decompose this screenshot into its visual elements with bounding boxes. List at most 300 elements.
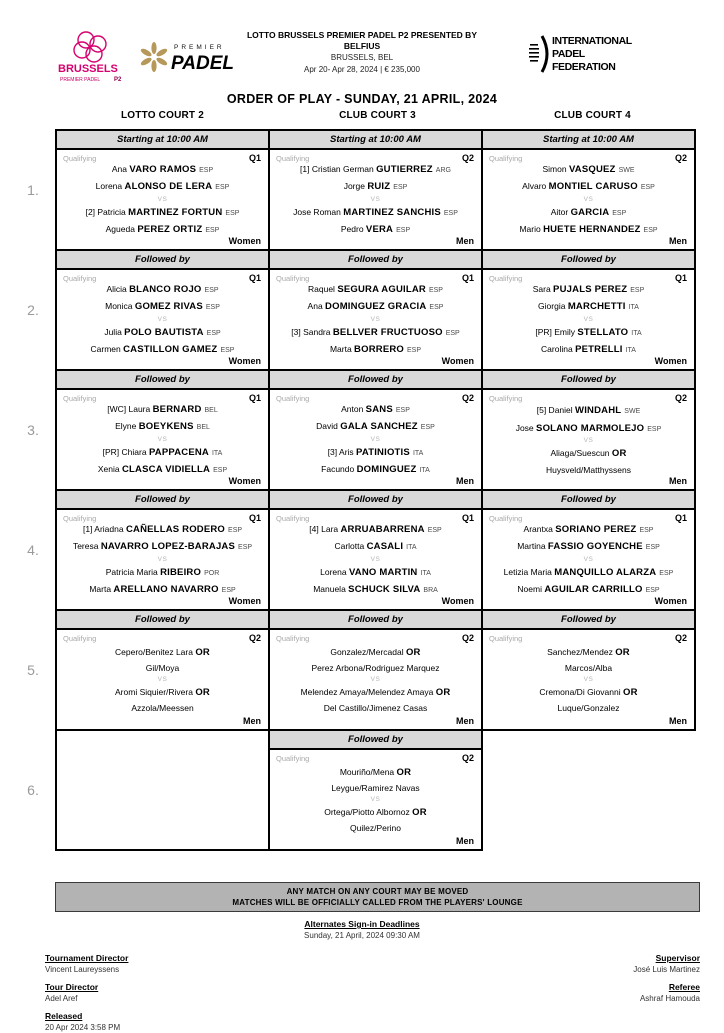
player-surname: PEREZ ORTIZ xyxy=(137,224,203,235)
match-cell xyxy=(481,369,696,491)
match-area xyxy=(483,510,694,609)
player-firstname: Gonzalez/Mercadal xyxy=(330,646,406,657)
row-number: 2. xyxy=(27,302,39,318)
player-firstname: [1] Cristian German xyxy=(300,163,377,174)
match-area xyxy=(270,750,481,849)
ipf-text-line2: PADEL xyxy=(552,48,585,60)
empty-match-cell xyxy=(55,729,270,851)
court-header-lotto-court-2: LOTTO COURT 2 xyxy=(121,110,204,121)
player-firstname: Azzola/Meessen xyxy=(131,703,194,713)
player-line xyxy=(334,538,416,556)
alternates-block xyxy=(0,918,724,942)
player-surname: BERNARD xyxy=(152,403,202,415)
player-surname: RIBEIRO xyxy=(160,566,202,578)
player-surname: AGUILAR CARRILLO xyxy=(544,584,643,595)
schedule-band-label: Followed by xyxy=(270,371,481,390)
player-surname: PUJALS PEREZ xyxy=(553,283,628,295)
player-line xyxy=(301,684,451,701)
schedule-band-label: Starting at 10:00 AM xyxy=(270,131,481,150)
gender-label: Men xyxy=(456,716,474,726)
match-code: Q2 xyxy=(674,393,687,403)
player-surname: WINDAHL xyxy=(575,405,622,416)
player-line xyxy=(519,221,657,239)
player-surname: OR xyxy=(195,686,210,698)
vs-label: VS xyxy=(157,435,168,443)
player-surname: MANQUILLO ALARZA xyxy=(554,566,657,578)
player-country: ITA xyxy=(406,544,417,551)
player-surname: SEGURA AGUILAR xyxy=(337,283,426,295)
player-line xyxy=(344,178,408,196)
player-line xyxy=(107,401,218,419)
match-code: Q1 xyxy=(674,513,687,523)
player-country: ESP xyxy=(443,209,458,217)
player-surname: STELLATO xyxy=(577,326,629,338)
vs-label: VS xyxy=(157,315,168,323)
player-firstname: Leygue/Ramirez Navas xyxy=(331,783,420,793)
player-line xyxy=(504,564,674,582)
schedule-band-label: Followed by xyxy=(270,491,481,510)
match-area xyxy=(57,270,268,369)
match-cell xyxy=(55,369,270,491)
player-firstname: Julia xyxy=(104,326,125,337)
player-line xyxy=(533,281,645,299)
player-firstname: Del Castillo/Jimenez Casas xyxy=(323,703,428,713)
vs-label: VS xyxy=(583,437,594,444)
player-line xyxy=(541,341,636,359)
row-number: 6. xyxy=(27,782,39,798)
player-line xyxy=(565,660,612,676)
round-label: Qualifying xyxy=(63,634,97,643)
player-surname: ARRUABARRENA xyxy=(340,523,425,535)
team-lines xyxy=(272,161,479,238)
round-label: Qualifying xyxy=(276,754,310,763)
player-firstname: Quilez/Perino xyxy=(349,823,402,833)
player-firstname: Carlotta xyxy=(334,541,367,551)
ipf-text-line3: FEDERATION xyxy=(552,61,616,73)
player-country: ESP xyxy=(213,467,228,474)
player-firstname: Mario xyxy=(519,224,544,234)
player-firstname: [1] Ariadna xyxy=(82,523,126,534)
player-country: BEL xyxy=(196,424,210,431)
match-area xyxy=(270,270,481,369)
player-firstname: Sara xyxy=(532,283,554,294)
gender-label: Men xyxy=(669,716,687,726)
player-country: ESP xyxy=(238,544,253,551)
match-code: Q2 xyxy=(461,633,474,643)
player-line xyxy=(341,401,410,419)
player-surname: OR xyxy=(622,686,638,698)
match-cell xyxy=(268,249,483,371)
player-surname: RUIZ xyxy=(367,181,391,192)
vs-label: VS xyxy=(370,435,381,443)
table-row xyxy=(55,369,700,491)
player-country: ESP xyxy=(659,569,674,577)
player-surname: GOMEZ RIVAS xyxy=(134,301,203,312)
player-line xyxy=(104,324,220,342)
player-line xyxy=(550,445,626,462)
event-title-line2: BELFIUS xyxy=(343,41,381,51)
official-name: Vincent Laureyssens xyxy=(45,965,120,974)
player-surname: NAVARRO LOPEZ-BARAJAS xyxy=(100,541,236,552)
alternates-heading: Alternates Sign-in Deadlines xyxy=(304,919,420,929)
player-firstname: Jorge xyxy=(343,181,368,191)
player-country: ITA xyxy=(625,347,636,354)
player-line xyxy=(350,820,401,836)
player-country: BRA xyxy=(423,587,438,594)
player-surname: OR xyxy=(195,646,210,658)
vs-label: VS xyxy=(370,795,381,803)
match-code: Q2 xyxy=(461,753,474,763)
player-firstname: Anton xyxy=(341,403,366,414)
row-number: 3. xyxy=(27,422,39,438)
player-firstname: Sanchez/Mendez xyxy=(547,646,616,657)
gender-label: Women xyxy=(654,356,687,366)
team-lines xyxy=(272,281,479,358)
match-cell xyxy=(55,609,270,731)
player-country: ESP xyxy=(647,425,662,433)
match-cell xyxy=(268,369,483,491)
team-lines xyxy=(485,401,692,478)
event-dates-prize: Apr 20- Apr 28, 2024 | € 235,000 xyxy=(304,65,420,74)
round-label: Qualifying xyxy=(489,274,523,283)
player-firstname: [5] Daniel xyxy=(536,405,576,415)
team-lines xyxy=(59,281,266,358)
round-label: Qualifying xyxy=(63,394,97,403)
court-header-club-court-3: CLUB COURT 3 xyxy=(339,110,416,121)
match-cell xyxy=(55,129,270,251)
player-firstname: Jose xyxy=(515,422,537,433)
vs-label: VS xyxy=(583,555,594,563)
player-line xyxy=(328,444,424,462)
player-country: ESP xyxy=(393,184,408,191)
player-surname: HUETE HERNANDEZ xyxy=(543,224,641,235)
player-country: ESP xyxy=(221,587,236,594)
player-surname: BOEYKENS xyxy=(138,421,194,432)
player-line xyxy=(330,644,420,661)
player-line xyxy=(291,324,459,342)
match-area xyxy=(483,150,694,249)
player-country: ESP xyxy=(420,424,435,431)
vs-label: VS xyxy=(370,315,381,323)
gender-label: Men xyxy=(243,716,261,726)
player-country: SWE xyxy=(624,408,641,415)
schedule-band-label: Followed by xyxy=(270,251,481,270)
gender-label: Women xyxy=(228,596,261,606)
match-code: Q1 xyxy=(248,393,261,403)
team-lines xyxy=(59,641,266,718)
premier-label: PREMIER xyxy=(174,44,225,51)
player-line xyxy=(542,161,634,179)
player-surname: BELLVER FRUCTUOSO xyxy=(332,326,443,338)
row-number: 4. xyxy=(27,542,39,558)
player-surname: ARELLANO NAVARRO xyxy=(113,584,219,595)
player-line xyxy=(551,204,627,222)
empty-area xyxy=(481,729,696,851)
padel-label: PADEL xyxy=(171,53,234,74)
player-surname: OR xyxy=(435,686,451,698)
player-surname: OR xyxy=(611,448,627,459)
player-country: ESP xyxy=(445,329,460,337)
official-label: Released xyxy=(45,1011,83,1021)
player-firstname: [3] Aris xyxy=(327,446,357,457)
player-country: ITA xyxy=(419,467,430,474)
player-firstname: Gil/Moya xyxy=(145,663,180,673)
officials-right xyxy=(633,946,700,1004)
player-firstname: Melendez Amaya/Melendez Amaya xyxy=(300,686,436,697)
player-surname: CASALI xyxy=(366,541,404,552)
player-firstname: Aliaga/Suescun xyxy=(550,448,612,458)
vs-label: VS xyxy=(157,195,168,203)
player-surname: SORIANO PEREZ xyxy=(555,523,637,535)
player-firstname: Elyne xyxy=(115,421,139,431)
court-header-club-court-4: CLUB COURT 4 xyxy=(554,110,631,121)
player-firstname: Xenia xyxy=(97,464,122,474)
vs-label: VS xyxy=(157,555,168,563)
player-surname: OR xyxy=(412,806,427,818)
player-surname: SOLANO MARMOLEJO xyxy=(536,422,645,434)
player-line xyxy=(115,418,210,436)
player-country: ITA xyxy=(420,569,431,577)
official-name: Ashraf Hamouda xyxy=(639,994,700,1003)
gender-label: Men xyxy=(456,476,474,486)
player-surname: GUTIERREZ xyxy=(376,163,433,175)
player-firstname: Cremona/Di Giovanni xyxy=(539,686,623,697)
player-line xyxy=(517,538,660,556)
player-country: ESP xyxy=(215,184,230,191)
player-country: POR xyxy=(204,569,220,577)
row-number: 1. xyxy=(27,182,39,198)
player-firstname: Aitor xyxy=(550,206,571,217)
player-surname: VASQUEZ xyxy=(568,163,616,175)
round-label: Qualifying xyxy=(489,634,523,643)
player-surname: ALONSO DE LERA xyxy=(124,181,213,192)
player-surname: DOMINGUEZ xyxy=(356,464,417,475)
player-country: ESP xyxy=(199,166,214,174)
player-firstname: Letizia Maria xyxy=(503,566,555,577)
ipf-paren-icon xyxy=(542,36,547,72)
vs-label: VS xyxy=(583,195,594,203)
gender-label: Men xyxy=(669,476,687,486)
player-line xyxy=(308,281,443,299)
match-area xyxy=(270,630,481,729)
player-line xyxy=(115,644,210,661)
team-lines xyxy=(59,161,266,238)
match-cell xyxy=(481,609,696,731)
player-line xyxy=(103,444,223,462)
match-area xyxy=(270,150,481,249)
player-line xyxy=(308,298,444,316)
player-country: ESP xyxy=(428,286,443,294)
round-label: Qualifying xyxy=(276,394,310,403)
player-line xyxy=(537,402,641,420)
match-area xyxy=(57,390,268,489)
player-firstname: Lorena xyxy=(320,566,349,577)
player-line xyxy=(324,804,427,821)
premier-padel-flower-icon xyxy=(140,42,168,72)
player-firstname: Giorgia xyxy=(538,301,568,311)
official-name: José Luis Martinez xyxy=(633,965,700,974)
player-firstname: David xyxy=(316,421,341,431)
player-country: ESP xyxy=(204,286,219,294)
notice-banner xyxy=(55,882,700,912)
player-surname: CASTILLON GAMEZ xyxy=(123,344,218,355)
alternates-time: Sunday, 21 April, 2024 09:30 AM xyxy=(304,931,420,940)
player-line xyxy=(330,341,421,359)
player-line xyxy=(131,700,193,716)
player-line xyxy=(547,644,630,661)
match-cell xyxy=(481,489,696,611)
player-firstname: Carolina xyxy=(541,344,576,354)
player-firstname: Ortega/Piotto Albornoz xyxy=(324,806,413,817)
round-label: Qualifying xyxy=(276,514,310,523)
schedule-band-label: Followed by xyxy=(483,371,694,390)
brussels-logo-subtext: PREMIER PADEL xyxy=(60,77,101,83)
player-firstname: Marcos/Alba xyxy=(564,663,613,673)
vs-label: VS xyxy=(157,675,168,683)
match-area xyxy=(483,270,694,369)
team-lines xyxy=(272,761,479,838)
match-cell xyxy=(55,249,270,371)
match-code: Q2 xyxy=(461,393,474,403)
player-country: ESP xyxy=(640,184,655,191)
brussels-logo-badge: P2 xyxy=(114,77,122,83)
team-lines xyxy=(485,521,692,598)
player-line xyxy=(538,298,639,316)
match-code: Q1 xyxy=(461,273,474,283)
player-line xyxy=(105,298,220,316)
official-label: Referee xyxy=(668,982,700,992)
vs-label: VS xyxy=(370,555,381,563)
schedule-band-label: Followed by xyxy=(270,611,481,630)
schedule-band-label: Followed by xyxy=(483,611,694,630)
schedule-band-label: Followed by xyxy=(57,371,268,390)
player-line xyxy=(309,521,441,539)
ipf-text-line1: INTERNATIONAL xyxy=(552,35,632,47)
player-firstname: Simon xyxy=(542,163,569,174)
player-country: ITA xyxy=(628,304,639,311)
player-country: ESP xyxy=(205,304,220,311)
team-lines xyxy=(272,641,479,718)
player-line xyxy=(558,700,620,716)
player-line xyxy=(320,564,431,582)
gender-label: Women xyxy=(228,476,261,486)
player-surname: PETRELLI xyxy=(575,344,623,355)
player-country: ESP xyxy=(612,209,627,217)
vs-label: VS xyxy=(583,675,594,683)
notice-line1: ANY MATCH ON ANY COURT MAY BE MOVED xyxy=(286,887,469,896)
team-lines xyxy=(59,401,266,478)
table-row xyxy=(55,249,700,371)
gender-label: Women xyxy=(441,596,474,606)
player-country: ITA xyxy=(412,449,424,457)
player-line xyxy=(86,204,240,222)
player-firstname: [PR] Emily xyxy=(535,326,578,337)
match-area xyxy=(57,150,268,249)
player-country: ESP xyxy=(643,227,658,234)
round-label: Qualifying xyxy=(276,154,310,163)
player-line xyxy=(324,700,427,716)
schedule-band-label: Followed by xyxy=(57,251,268,270)
player-line xyxy=(313,581,438,599)
player-country: ESP xyxy=(228,526,243,534)
player-country: ITA xyxy=(211,449,223,457)
player-firstname: [2] Patricia xyxy=(85,206,129,217)
player-firstname: Alvaro xyxy=(522,181,549,191)
table-row xyxy=(55,609,700,731)
player-line xyxy=(321,461,430,479)
schedule-band-label: Followed by xyxy=(57,611,268,630)
player-line xyxy=(106,564,220,582)
premier-padel-logo xyxy=(140,36,244,83)
player-line xyxy=(539,684,637,701)
gender-label: Women xyxy=(441,356,474,366)
player-surname: PATINIOTIS xyxy=(356,446,410,458)
match-area xyxy=(270,390,481,489)
ipf-dots-icon xyxy=(529,44,539,62)
player-surname: OR xyxy=(405,646,421,658)
round-label: Qualifying xyxy=(489,514,523,523)
schedule-band-label: Followed by xyxy=(57,491,268,510)
match-cell xyxy=(268,129,483,251)
player-country: ESP xyxy=(395,406,410,414)
official-label: Tour Director xyxy=(45,982,99,992)
player-firstname: Noemi xyxy=(517,584,545,594)
player-line xyxy=(112,161,213,179)
notice-line2: MATCHES WILL BE OFFICIALLY CALLED FROM THE PLAYERS' LOUNGE xyxy=(232,898,523,907)
player-country: ESP xyxy=(396,227,411,234)
player-country: ESP xyxy=(427,526,442,534)
player-line xyxy=(341,221,410,239)
player-surname: SANS xyxy=(365,403,393,415)
team-lines xyxy=(485,161,692,238)
match-cell xyxy=(55,489,270,611)
row-numbers xyxy=(18,129,48,851)
player-line xyxy=(115,684,210,701)
player-line xyxy=(73,538,252,556)
order-grid xyxy=(55,129,700,851)
gender-label: Men xyxy=(456,836,474,846)
player-country: ESP xyxy=(429,304,444,311)
event-title-line1: LOTTO BRUSSELS PREMIER PADEL P2 PRESENTED BY xyxy=(246,30,477,40)
player-line xyxy=(83,521,242,539)
player-country: ARG xyxy=(435,166,451,174)
player-firstname: Marta xyxy=(89,584,114,594)
player-firstname: Mouriño/Mena xyxy=(339,766,397,777)
player-surname: BLANCO ROJO xyxy=(129,283,202,295)
player-line xyxy=(316,418,435,436)
player-firstname: Manuela xyxy=(313,584,349,594)
gender-label: Women xyxy=(228,236,261,246)
match-code: Q2 xyxy=(674,153,687,163)
player-country: ESP xyxy=(205,227,220,234)
official-name: 20 Apr 2024 3:58 PM xyxy=(45,1023,121,1032)
player-line xyxy=(89,581,235,599)
vs-label: VS xyxy=(583,315,594,323)
player-line xyxy=(91,341,235,359)
player-line xyxy=(146,660,180,676)
player-firstname: Aromi Siquier/Rivera xyxy=(115,686,196,697)
gender-label: Women xyxy=(228,356,261,366)
player-firstname: Ana xyxy=(307,301,326,311)
ipf-logo xyxy=(528,30,648,83)
player-surname: MONTIEL CARUSO xyxy=(548,181,638,192)
player-firstname: Lorena xyxy=(95,181,125,191)
round-label: Qualifying xyxy=(63,514,97,523)
table-row xyxy=(55,489,700,611)
player-firstname: Huysveld/Matthyssens xyxy=(545,464,632,475)
player-firstname: Marta xyxy=(329,344,355,354)
match-area xyxy=(57,510,268,609)
